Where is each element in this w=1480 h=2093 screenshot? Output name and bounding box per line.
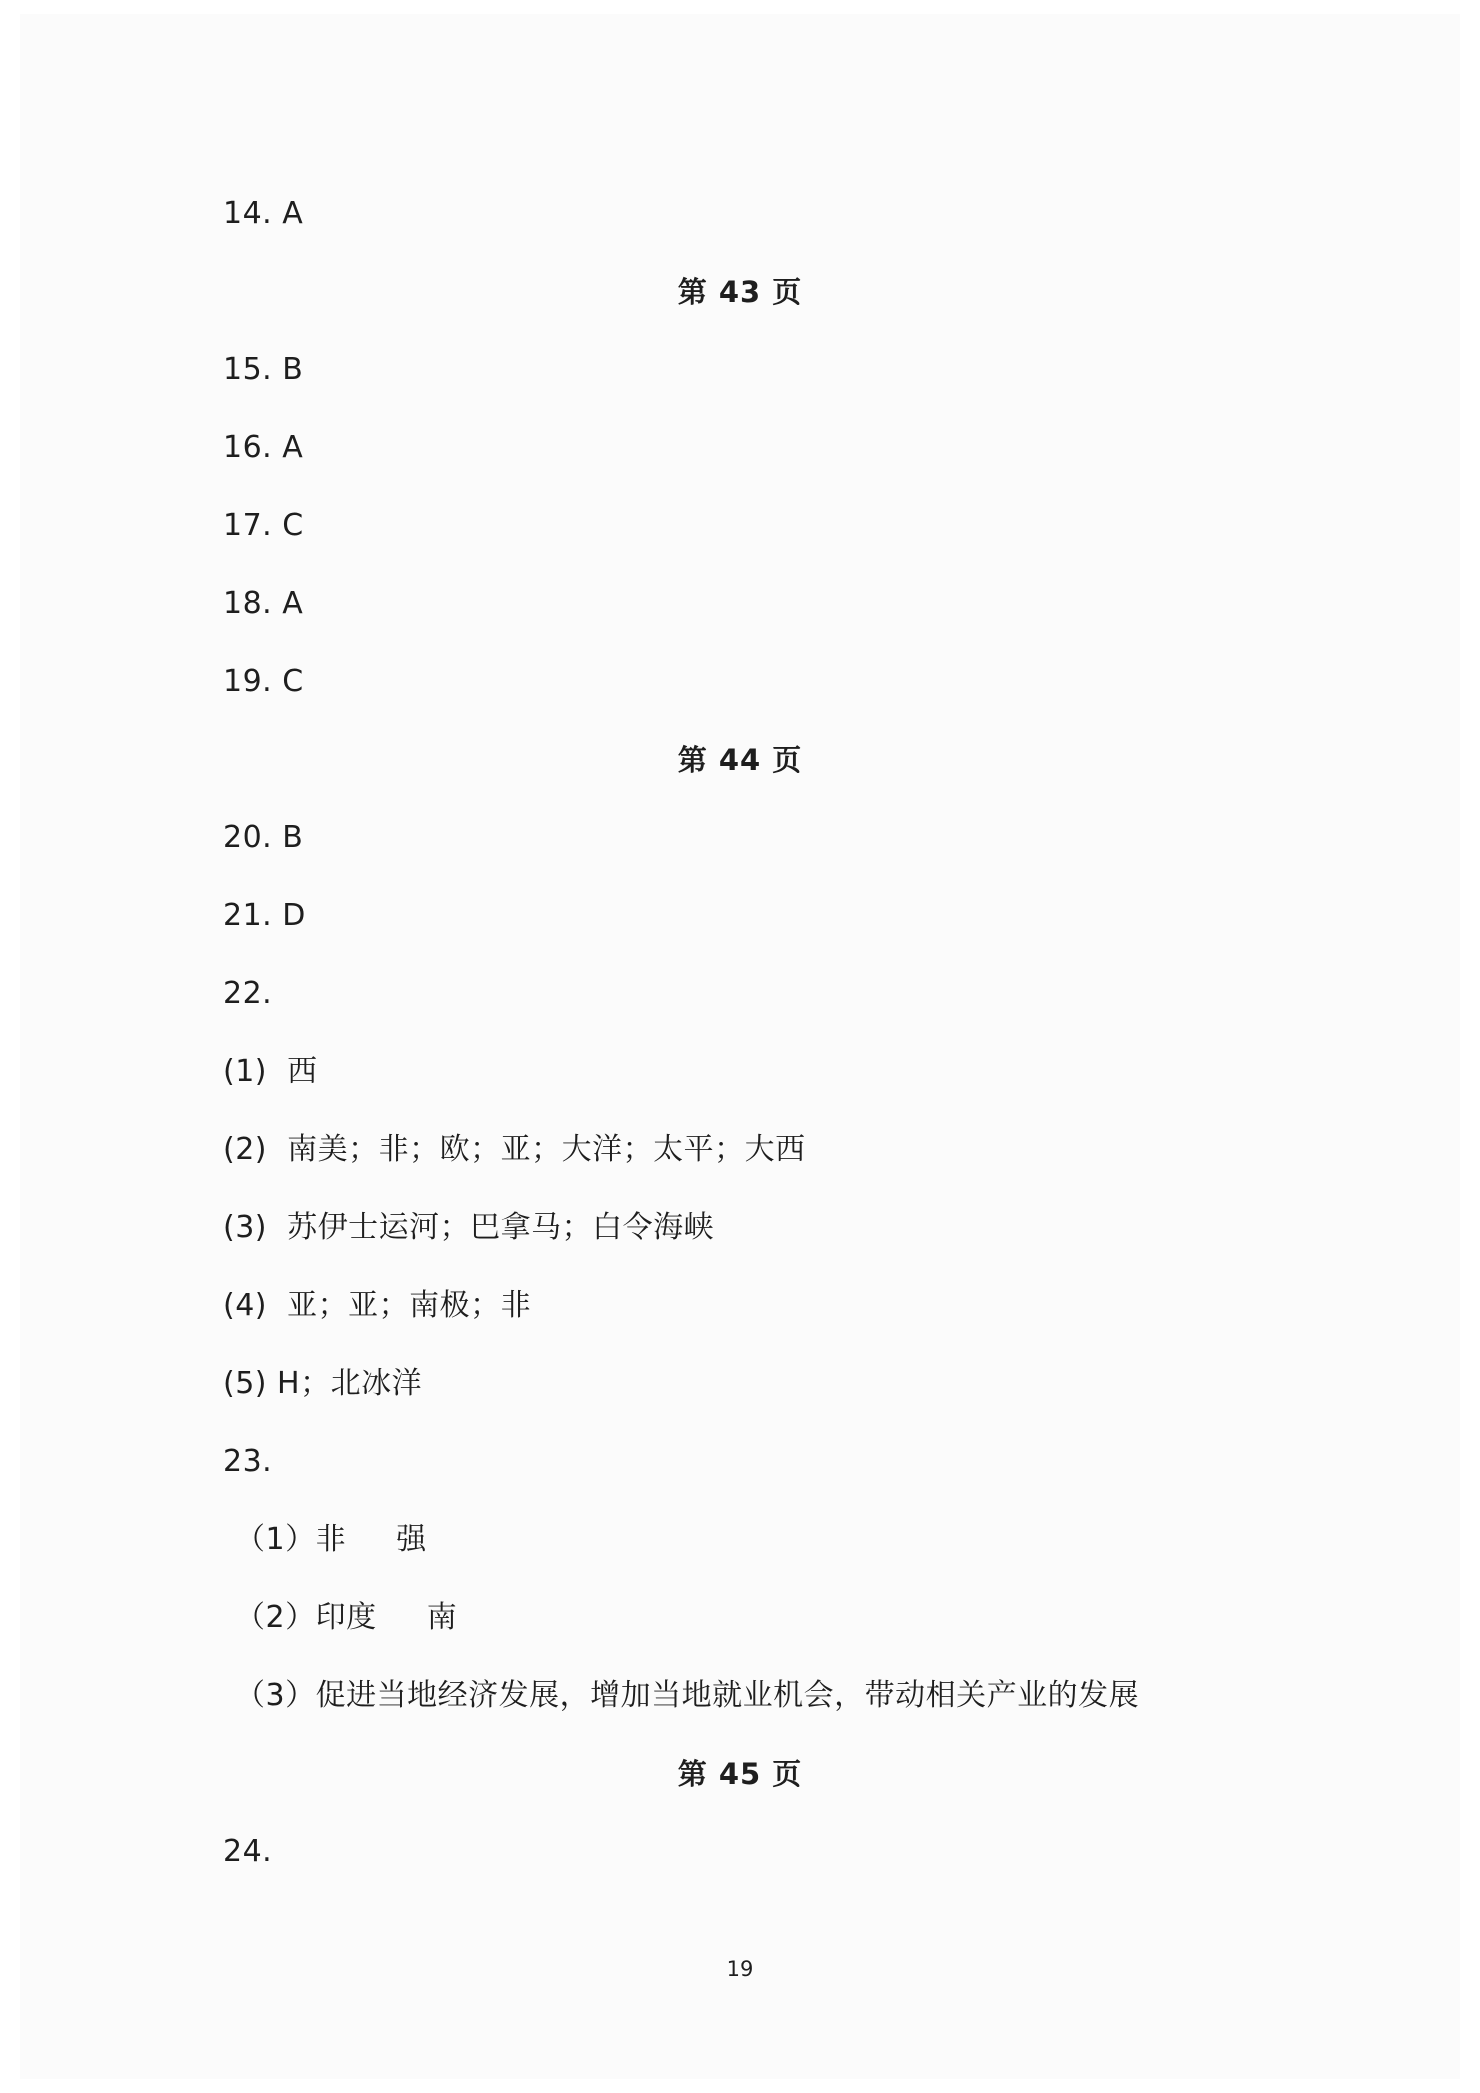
page-heading: 第 45 页 <box>677 1757 803 1791</box>
answer-line: 24. <box>223 1834 273 1869</box>
answer-line: 19. C <box>223 664 304 699</box>
answer-line: 17. C <box>223 508 304 543</box>
page-number: 19 <box>726 1957 754 1981</box>
answer-line: (4) 亚；亚；南极；非 <box>223 1288 532 1323</box>
sub-answer-line: （2）印度 南 <box>235 1600 458 1635</box>
answer-line: 21. D <box>223 898 306 933</box>
sub-answer-line: （1）非 强 <box>235 1522 427 1557</box>
answer-line: 18. A <box>223 586 304 621</box>
answer-line: 20. B <box>223 820 304 855</box>
page-heading: 第 44 页 <box>677 743 803 777</box>
answer-line: (5) H；北冰洋 <box>223 1366 423 1401</box>
answer-line: 14. A <box>223 196 304 231</box>
answer-line: (3) 苏伊士运河；巴拿马；白令海峡 <box>223 1210 715 1245</box>
answer-line: 16. A <box>223 430 304 465</box>
answer-line: 15. B <box>223 352 304 387</box>
answer-line: 23. <box>223 1444 273 1479</box>
answer-line: (1) 西 <box>223 1054 318 1089</box>
answer-line: (2) 南美；非；欧；亚；大洋；太平；大西 <box>223 1132 806 1167</box>
sub-answer-line: （3）促进当地经济发展，增加当地就业机会，带动相关产业的发展 <box>235 1678 1140 1713</box>
page-heading: 第 43 页 <box>677 275 803 309</box>
document-page <box>20 14 1460 2079</box>
answer-line: 22. <box>223 976 273 1011</box>
